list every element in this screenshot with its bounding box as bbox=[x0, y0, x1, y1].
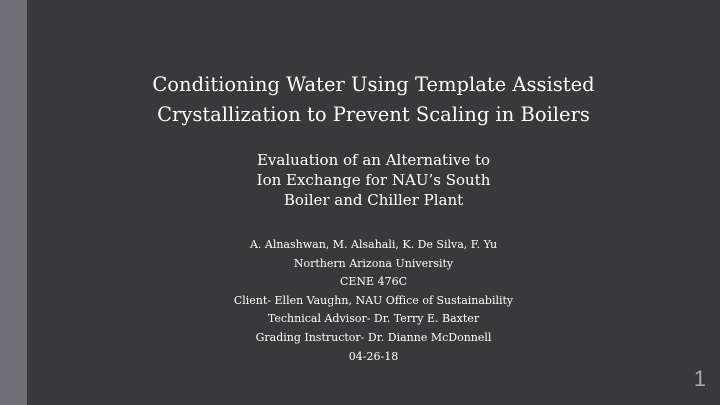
slide-subtitle bbox=[27, 150, 720, 210]
date: 04-26-18 bbox=[348, 349, 399, 363]
title-line: Crystallization to Prevent Scaling in Boilers bbox=[157, 103, 590, 126]
slide-number: 1 bbox=[693, 366, 706, 391]
client: Client- Ellen Vaughn, NAU Office of Sustainability bbox=[233, 293, 514, 307]
grading-instructor: Grading Instructor- Dr. Dianne McDonnell bbox=[255, 330, 492, 344]
author-info bbox=[27, 236, 720, 366]
subtitle-line: Evaluation of an Alternative to bbox=[256, 151, 491, 169]
title-line: Conditioning Water Using Template Assisted bbox=[152, 73, 595, 96]
slide-title bbox=[27, 70, 720, 130]
subtitle-line: Boiler and Chiller Plant bbox=[283, 191, 464, 209]
subtitle-line: Ion Exchange for NAU’s South bbox=[256, 171, 491, 189]
accent-bar bbox=[0, 0, 27, 405]
university: Northern Arizona University bbox=[293, 256, 454, 270]
technical-advisor: Technical Advisor- Dr. Terry E. Baxter bbox=[267, 312, 480, 326]
course: CENE 476C bbox=[339, 275, 407, 289]
authors: A. Alnashwan, M. Alsahali, K. De Silva, F. Yu bbox=[249, 238, 498, 251]
